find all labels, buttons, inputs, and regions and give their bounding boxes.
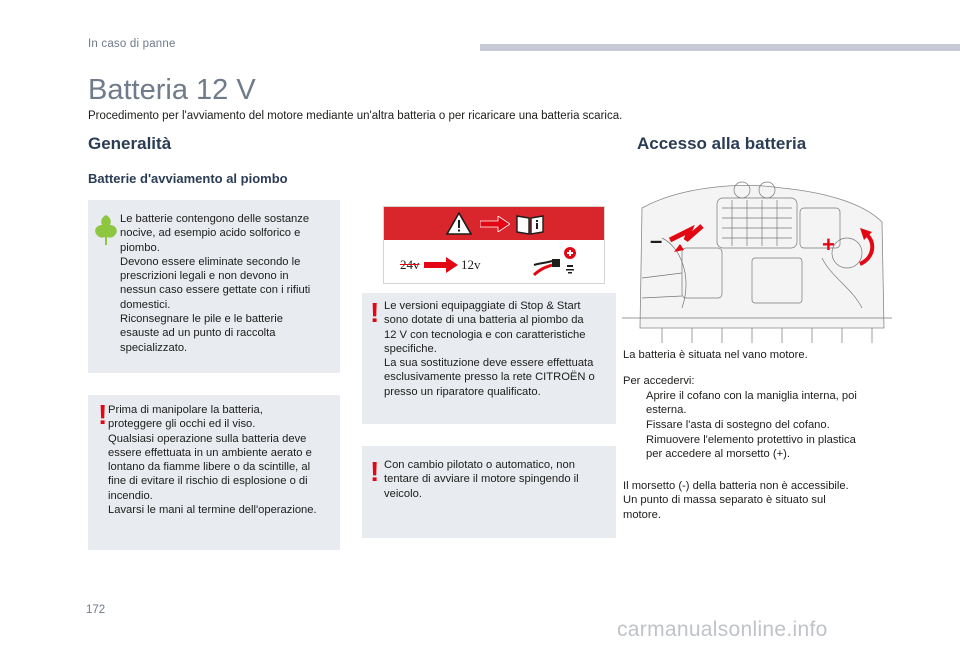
warning-line: Qualsiasi operazione sulla batteria deve (108, 432, 307, 445)
eco-line: domestici. (120, 298, 171, 311)
step-item: Rimuovere l'elemento protettivo in plastica per accedere al morsetto (+). (646, 434, 856, 461)
eco-line: prescrizioni legali e non devono in (120, 270, 289, 283)
voltage-to: 12v (461, 257, 481, 272)
stop-start-line: specifiche. (384, 342, 437, 355)
stop-start-line: La sua sostituzione deve essere effettuata (384, 357, 594, 370)
intro-text: Procedimento per l'avviamento del motore mediante un'altra batteria o per ricaricare una batteria scarica. (88, 110, 623, 122)
plus-terminal-marker (822, 232, 835, 257)
warning-box-gearbox (362, 446, 616, 538)
leaf-recycle-icon (92, 213, 120, 247)
eco-line: Devono essere eliminate secondo le (120, 255, 301, 268)
engine-bay-illustration (622, 178, 892, 343)
eco-line: nessun caso essere gettate con i rifiuti (120, 284, 311, 297)
gearbox-line: veicolo. (384, 487, 422, 500)
voltage-from: 24v (400, 257, 420, 272)
warning-line: fine di evitare il rischio di esplosione o di (108, 475, 308, 488)
warning-box-stop-start (362, 293, 616, 424)
eco-line: Riconsegnare le pile e le batterie (120, 313, 283, 326)
warning-line: incendio. (108, 489, 153, 502)
eco-info-box (88, 200, 340, 373)
eco-line: nocive, ad esempio acido solforico e (120, 227, 301, 240)
warning-line: proteggere gli occhi ed il viso. (108, 418, 256, 431)
terminal-note: Il morsetto (-) della batteria non è accessibile. Un punto di massa separato è situato sul motore. (623, 480, 849, 521)
gearbox-line: Con cambio pilotato o automatico, non (384, 459, 575, 471)
eco-line: piombo. (120, 241, 160, 254)
exclamation-icon: ! (370, 456, 380, 487)
access-intro: Per accedervi: (623, 375, 695, 387)
warning-box-battery (88, 395, 340, 550)
stop-start-line: Le versioni equipaggiate di Stop & Start (384, 300, 581, 312)
step-item: Aprire il cofano con la maniglia interna, poi esterna. (646, 390, 857, 417)
warning-line: lontano da fiamme libere o da scintille, al (108, 461, 311, 474)
warning-line: Lavarsi le mani al termine dell'operazione. (108, 504, 317, 517)
heading-accesso-batteria: Accesso alla batteria (637, 134, 807, 153)
arrow-right-icon (480, 216, 510, 232)
minus-terminal-marker (650, 228, 662, 253)
heading-generalita: Generalità (88, 134, 172, 153)
section-label: In caso di panne (88, 38, 176, 50)
eco-line: Le batterie contengono delle sostanze (120, 213, 310, 225)
warning-line: essere effettuata in un ambiente aerato e (108, 446, 312, 459)
minus-label: – (650, 228, 663, 253)
page-number: 172 (86, 604, 106, 616)
stop-start-line: presso un riparatore qualificato. (384, 385, 541, 398)
plus-label: + (822, 232, 835, 257)
exclamation-icon: ! (370, 297, 380, 328)
step-item: Fissare l'asta di sostegno del cofano. (646, 419, 830, 431)
manual-book-icon (516, 213, 544, 235)
warning-line: Prima di manipolare la batteria, (108, 404, 263, 416)
stop-start-line: esclusivamente presso la rete CITROËN o (384, 371, 595, 384)
warning-triangle-icon (446, 212, 472, 235)
exclamation-icon: ! (98, 399, 108, 430)
jumper-cable-icon (532, 245, 578, 281)
voltage-arrow-icon (424, 257, 458, 273)
page-title: Batteria 12 V (88, 74, 256, 106)
eco-line: esauste ad un punto di raccolta (120, 327, 276, 340)
battery-label-panel (383, 206, 605, 284)
header-bar (480, 44, 960, 51)
watermark: carmanualsonline.info (617, 618, 828, 641)
eco-line: specializzato. (120, 341, 188, 354)
stop-start-line: 12 V con tecnologia e con caratteristiche (384, 328, 586, 341)
battery-location-caption: La batteria è situata nel vano motore. (623, 349, 808, 361)
stop-start-line: sono dotate di una batteria al piombo da (384, 314, 584, 327)
subheading-batterie-piombo: Batterie d'avviamento al piombo (88, 171, 288, 186)
gearbox-line: tentare di avviare il motore spingendo il (384, 473, 579, 486)
